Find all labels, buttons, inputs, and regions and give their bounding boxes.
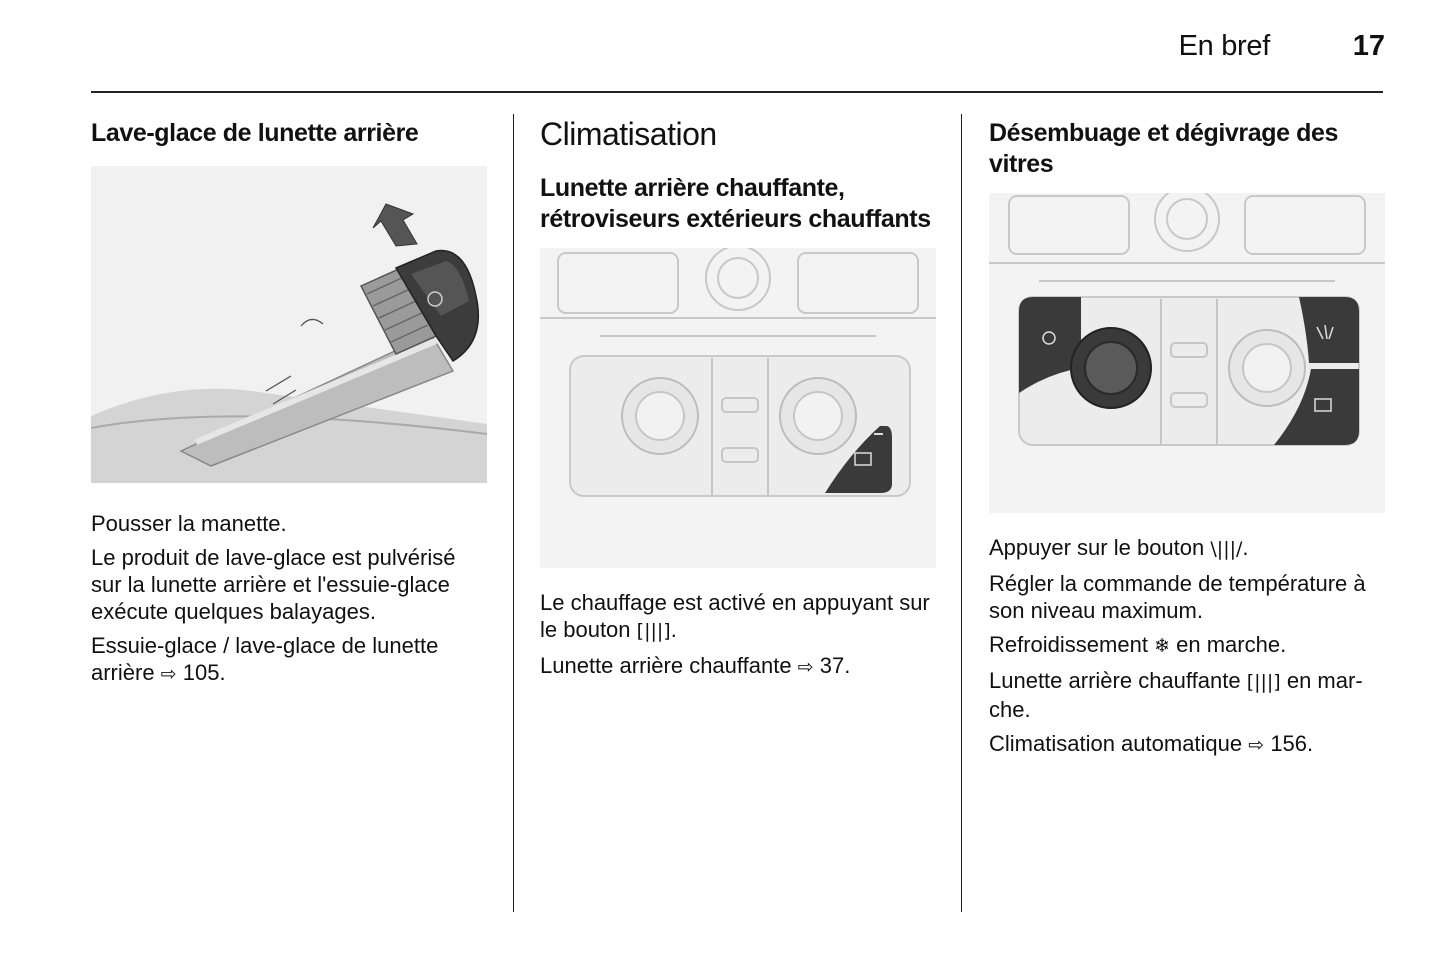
- column-rear-washer: [91, 112, 487, 695]
- sentence-end: .: [1242, 535, 1249, 560]
- paragraph-washer-spray: Le produit de lave-glace est pulvérisé sur la lunette arrière et l'essuie-glace exécute quelques balayages.: [91, 545, 456, 624]
- section-title: En bref: [1178, 30, 1270, 62]
- climate-panel-illustration-defrost-button: [989, 193, 1385, 513]
- snowflake-icon: ❄: [1154, 635, 1170, 657]
- rear-defrost-icon: [|||]: [1246, 671, 1281, 693]
- column-divider-2: [961, 114, 962, 912]
- column-divider-1: [513, 114, 514, 912]
- cooling-text: Refroidissement: [989, 632, 1148, 657]
- heated-rear-text: Lunette arrière chauffante: [989, 668, 1241, 693]
- heated-rear-end: en mar-: [1286, 668, 1363, 693]
- heading-heated-rear-window: Lunette arrière chauffante, rétroviseurs extérieurs chauffants: [540, 174, 931, 233]
- paragraph-washer-reference: [91, 632, 487, 688]
- sentence-end: .: [670, 617, 677, 642]
- paragraph-press-defrost: [989, 534, 1385, 563]
- heading-rear-washer: Lave-glace de lunette arrière: [91, 119, 419, 147]
- page-reference-number: 37.: [819, 653, 851, 678]
- wiper-stalk-illustration: [91, 166, 487, 483]
- heading-demist-defrost: Désembuage et dégivrage des vitres: [989, 119, 1339, 178]
- paragraph-auto-climate-reference: [989, 730, 1385, 759]
- header-rule: [91, 91, 1383, 93]
- windscreen-defrost-icon: \|||/: [1210, 538, 1243, 560]
- cooling-end: en marche.: [1176, 632, 1287, 657]
- page-reference-icon: ⇨: [160, 663, 177, 685]
- reference-text: Climatisation automatique: [989, 731, 1243, 756]
- paragraph-heated-rear-on: [989, 667, 1385, 723]
- reference-text: Lunette arrière chauffante: [540, 653, 792, 678]
- press-text: Appuyer sur le bouton: [989, 535, 1205, 560]
- heated-rear-continuation: che.: [989, 697, 1031, 722]
- page-reference-icon: ⇨: [1248, 734, 1265, 756]
- page-reference-icon: ⇨: [797, 656, 814, 678]
- paragraph-heated-rear-reference: [540, 652, 936, 681]
- page-reference-number: 105.: [182, 660, 226, 685]
- paragraph-heating-activation: [540, 589, 936, 645]
- section-heading-climatisation: Climatisation: [540, 116, 717, 152]
- reference-text: Essuie-glace / lave-glace de lunette arrière: [91, 633, 439, 685]
- column-demist-defrost: [989, 112, 1385, 766]
- paragraph-cooling-on: [989, 631, 1385, 660]
- column-climate: [540, 112, 936, 688]
- paragraph-set-temperature: Régler la commande de température à son niveau maximum.: [989, 571, 1366, 623]
- page-number: 17: [1352, 30, 1385, 62]
- rear-defrost-icon: [|||]: [636, 620, 671, 642]
- paragraph-push-stalk: Pousser la manette.: [91, 511, 287, 536]
- heating-text: Le chauffage est activé en appuyant sur le bouton: [540, 590, 930, 642]
- climate-panel-illustration-rear-button: [540, 248, 936, 568]
- page-reference-number: 156.: [1270, 731, 1314, 756]
